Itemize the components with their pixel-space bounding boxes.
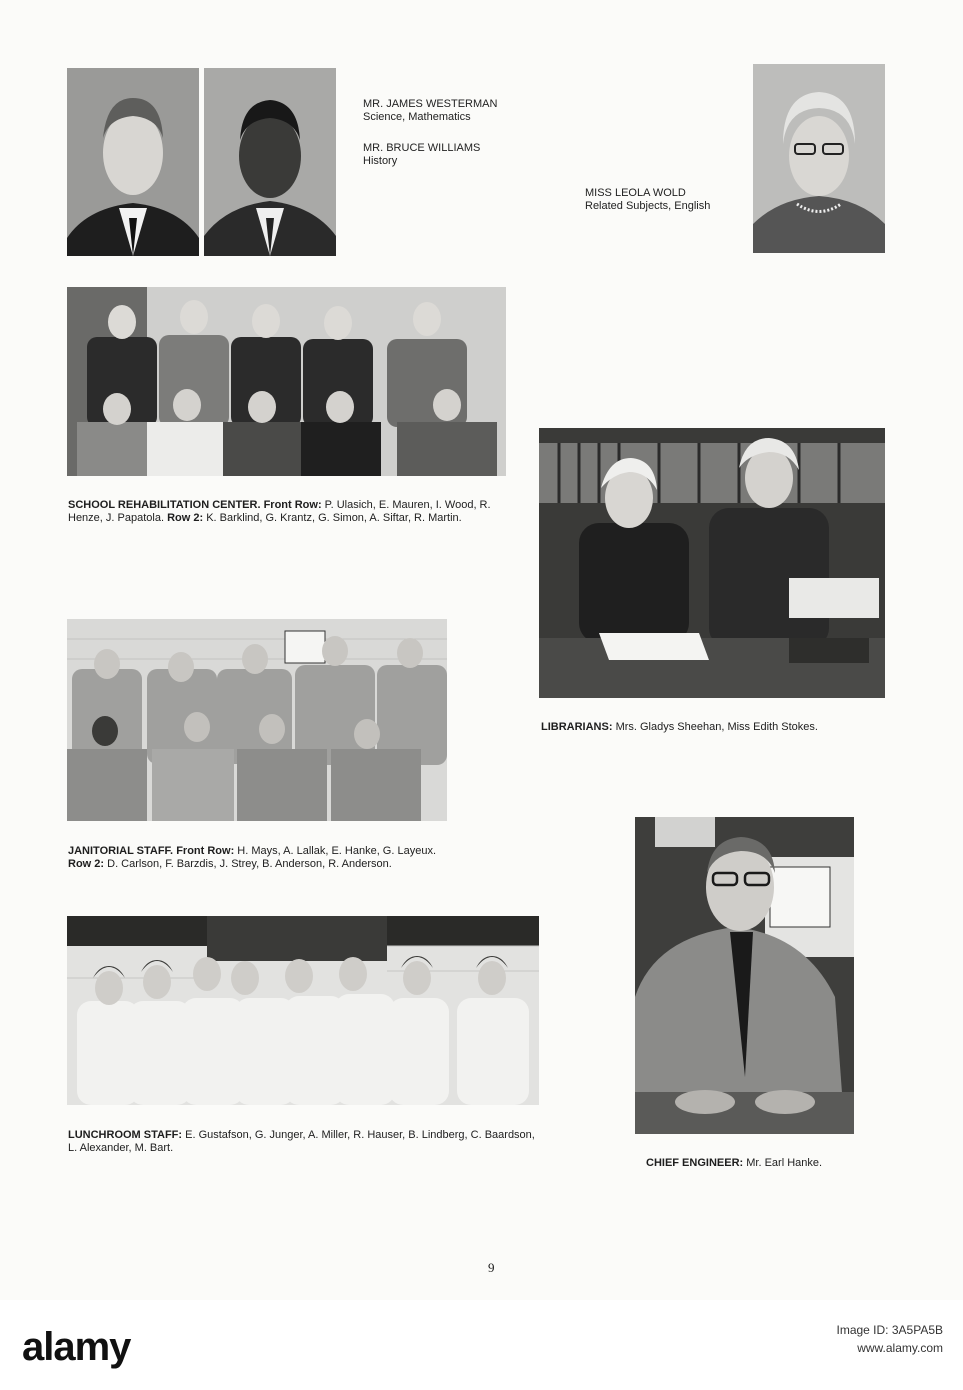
faculty-subject: Related Subjects, English (585, 200, 711, 212)
portrait-williams (204, 68, 336, 256)
photo-rehabilitation-center (67, 287, 506, 476)
caption-heading: LIBRARIANS: (541, 721, 613, 733)
stock-info (837, 1321, 944, 1357)
faculty-name: MR. JAMES WESTERMAN (363, 98, 498, 110)
site-url: www.alamy.com (857, 1341, 943, 1355)
faculty-westerman (363, 98, 497, 124)
caption-row-label: Row 2: (68, 858, 105, 870)
caption-lunchroom-staff (68, 1129, 543, 1155)
image-id: Image ID: 3A5PA5B (836, 1323, 943, 1337)
alamy-logo: alamy (22, 1325, 131, 1369)
page-number: 9 (488, 1260, 495, 1275)
caption-names: H. Mays, A. Lallak, E. Hanke, G. Layeux. (237, 845, 436, 857)
caption-row-label: Front Row: (176, 845, 235, 857)
caption-heading: JANITORIAL STAFF. (68, 845, 174, 857)
caption-rehabilitation-center (68, 499, 506, 525)
caption-heading: CHIEF ENGINEER: (646, 1157, 744, 1169)
photo-chief-engineer (635, 817, 854, 1134)
faculty-wold (585, 187, 710, 213)
portrait-wold (753, 64, 885, 253)
caption-names: E. Gustafson, G. Junger, A. Miller, R. Hauser, B. Lindberg, C. Baardson, L. Alexander, M. Bart. (68, 1129, 535, 1154)
caption-heading: LUNCHROOM STAFF: (68, 1129, 183, 1141)
caption-heading: SCHOOL REHABILITATION CENTER. (68, 499, 261, 511)
caption-janitorial-staff (68, 845, 448, 871)
caption-names: K. Barklind, G. Krantz, G. Simon, A. Siftar, R. Martin. (206, 512, 462, 524)
faculty-subject: Science, Mathematics (363, 111, 471, 123)
faculty-name: MR. BRUCE WILLIAMS (363, 142, 481, 154)
photo-librarians (539, 428, 885, 698)
caption-row-label: Row 2: (167, 512, 204, 524)
photo-janitorial-staff (67, 619, 447, 821)
caption-names: Mrs. Gladys Sheehan, Miss Edith Stokes. (615, 721, 818, 733)
faculty-williams (363, 142, 480, 168)
caption-chief-engineer (646, 1157, 886, 1170)
caption-names: P. Ulasich, E. Mauren, I. Wood, R. Henze, J. Papatola. (68, 499, 491, 524)
caption-names: D. Carlson, F. Barzdis, J. Strey, B. Anderson, R. Anderson. (107, 858, 392, 870)
caption-librarians (541, 721, 886, 734)
stock-footer (0, 1300, 963, 1390)
portrait-westerman (67, 68, 199, 256)
caption-names: Mr. Earl Hanke. (746, 1157, 823, 1169)
faculty-name: MISS LEOLA WOLD (585, 187, 686, 199)
faculty-subject: History (363, 155, 398, 167)
photo-lunchroom-staff (67, 916, 539, 1105)
caption-row-label: Front Row: (263, 499, 322, 511)
